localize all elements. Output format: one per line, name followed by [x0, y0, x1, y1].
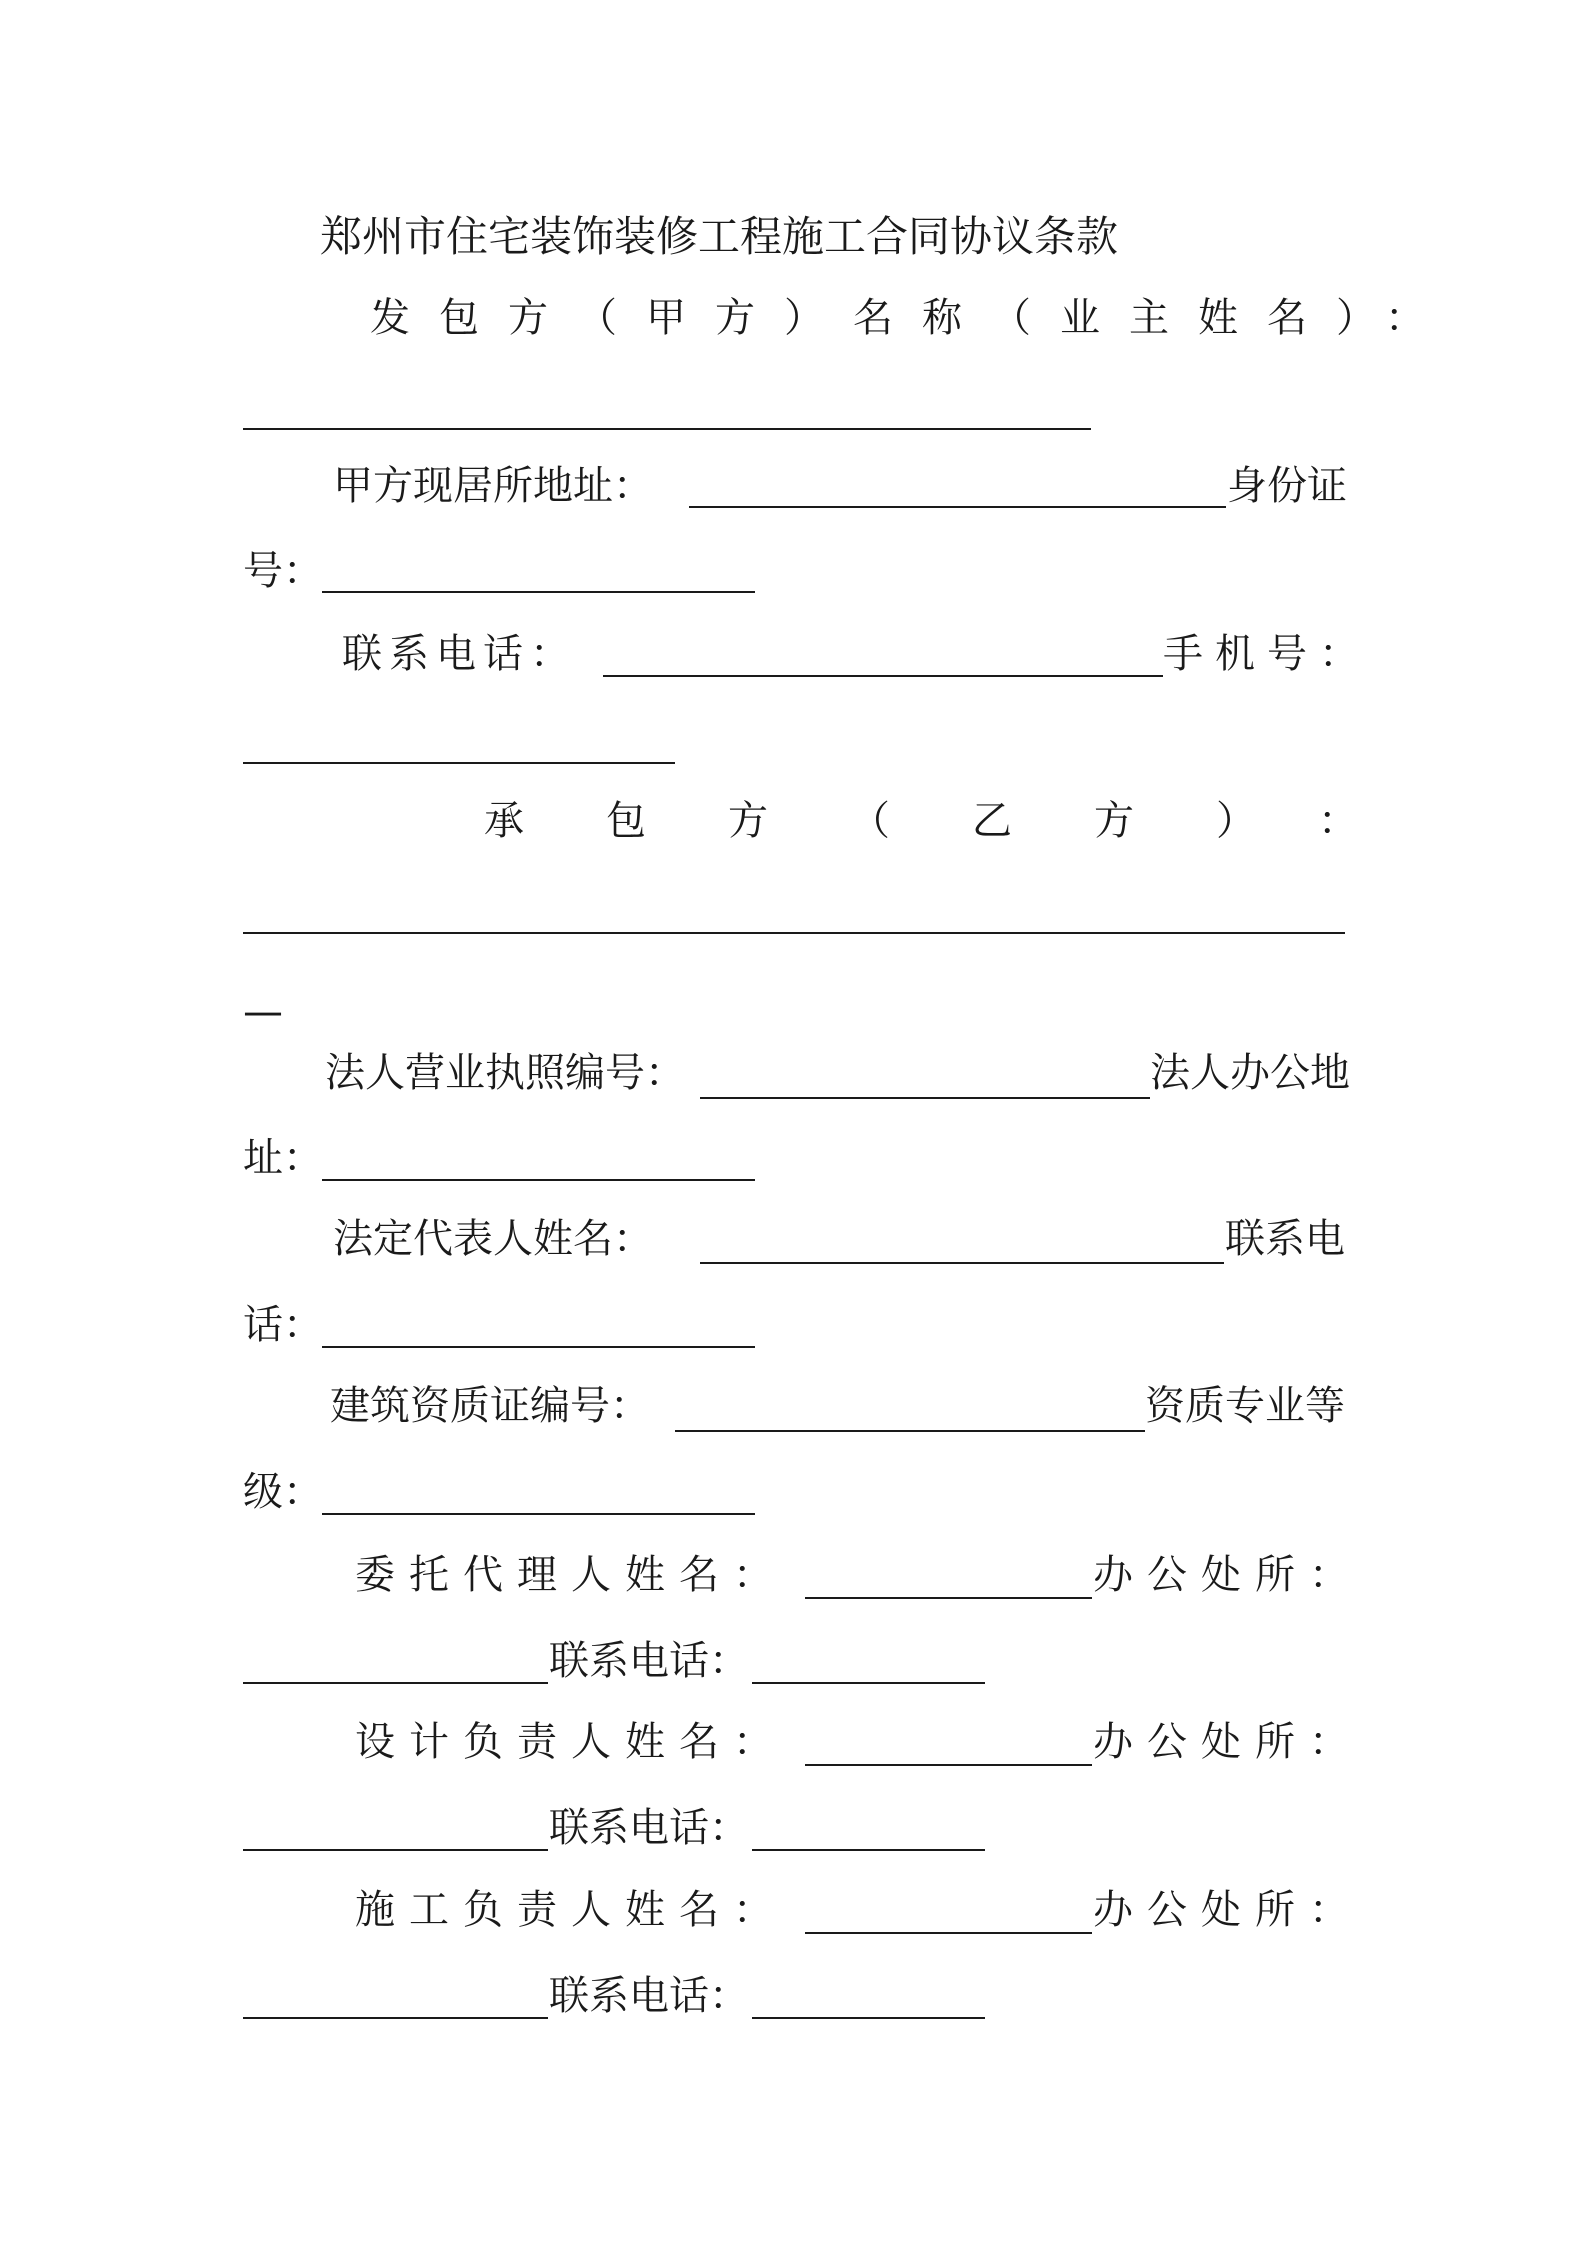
- party-a-mobile-line: [243, 762, 675, 764]
- grade-label-2: 级：: [243, 1469, 323, 1515]
- cert-label: 建筑资质证编号：: [330, 1383, 650, 1429]
- office-label-2: 址：: [243, 1135, 323, 1181]
- rep-phone-label-1: 联系电: [1225, 1216, 1345, 1262]
- party-b-dash: —: [243, 989, 283, 1035]
- agent-name-line: [805, 1597, 1092, 1599]
- license-label: 法人营业执照编号：: [325, 1050, 685, 1096]
- build-phone-label: 联系电话：: [549, 1973, 749, 2019]
- build-label: 施工负责人姓名：: [355, 1887, 787, 1933]
- office-label-1: 法人办公地: [1150, 1050, 1350, 1096]
- grade-label-1: 资质专业等: [1145, 1383, 1345, 1429]
- design-label: 设计负责人姓名：: [355, 1719, 787, 1765]
- design-office-label: 办公处所：: [1093, 1719, 1363, 1765]
- party-a-id-label-1: 身份证: [1227, 463, 1347, 509]
- build-name-line: [805, 1932, 1092, 1934]
- build-office-line: [243, 2017, 548, 2019]
- license-line: [700, 1097, 1150, 1099]
- party-b-label: 承包方（乙方）：: [484, 798, 1440, 844]
- design-phone-label: 联系电话：: [549, 1805, 749, 1851]
- page-title: 郑州市住宅装饰装修工程施工合同协议条款: [320, 212, 1119, 261]
- agent-label: 委托代理人姓名：: [355, 1552, 787, 1598]
- party-b-name-line: [243, 932, 1345, 934]
- agent-phone-line: [752, 1682, 985, 1684]
- rep-phone-line: [322, 1346, 755, 1348]
- agent-office-label: 办公处所：: [1093, 1552, 1363, 1598]
- party-a-id-line: [322, 591, 755, 593]
- cert-line: [675, 1430, 1145, 1432]
- party-a-phone-label: 联系电话：: [342, 631, 577, 677]
- party-a-phone-line: [603, 675, 1163, 677]
- grade-line: [322, 1513, 755, 1515]
- rep-line: [700, 1262, 1224, 1264]
- office-line: [322, 1179, 755, 1181]
- design-office-line: [243, 1849, 548, 1851]
- party-a-address-line: [689, 506, 1226, 508]
- party-a-id-label-2: 号：: [243, 548, 323, 594]
- party-a-mobile-label: 手机号：: [1163, 631, 1371, 677]
- design-name-line: [805, 1764, 1092, 1766]
- party-a-name-line: [243, 428, 1091, 430]
- design-phone-line: [752, 1849, 985, 1851]
- agent-phone-label: 联系电话：: [549, 1638, 749, 1684]
- agent-office-line: [243, 1682, 548, 1684]
- build-phone-line: [752, 2017, 985, 2019]
- party-a-address-label: 甲方现居所地址：: [333, 463, 653, 509]
- party-a-name-label: 发包方（甲方）名称（业主姓名）：: [370, 295, 1454, 341]
- rep-label: 法定代表人姓名：: [333, 1216, 653, 1262]
- build-office-label: 办公处所：: [1093, 1887, 1363, 1933]
- rep-phone-label-2: 话：: [243, 1302, 323, 1348]
